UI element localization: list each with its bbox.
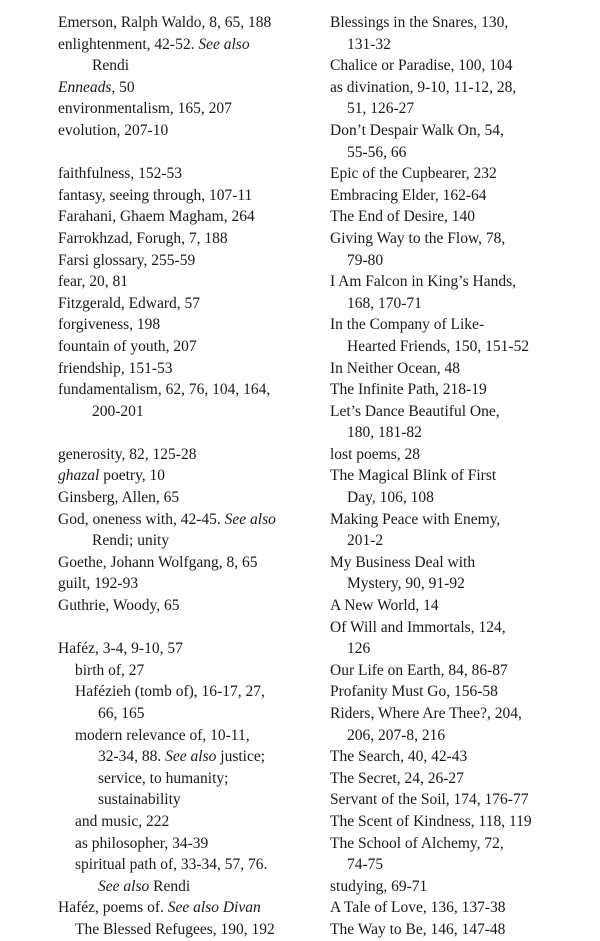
index-entry-goethe: Goethe, Johann Wolfgang, 8, 65 bbox=[58, 553, 258, 571]
index-entry-profanity: Profanity Must Go, 156-58 bbox=[330, 683, 498, 701]
index-subentry-modern-cont-2: service, to humanity; bbox=[98, 769, 229, 787]
index-entry-lost-poems: lost poems, 28 bbox=[330, 445, 420, 463]
index-subentry-spiritual-cont bbox=[58, 876, 320, 898]
index-entry-chalice: Chalice or Paradise, 100, 104 bbox=[330, 57, 513, 75]
index-entry-dance-cont: 180, 181-82 bbox=[347, 424, 422, 442]
entry-text: 32-34, 88. bbox=[98, 748, 162, 766]
index-subentry-modern-cont-3: sustainability bbox=[98, 791, 181, 809]
index-entry-dance: Let’s Dance Beautiful One, bbox=[330, 402, 500, 420]
index-entry-evolution: evolution, 207-10 bbox=[58, 121, 169, 139]
index-entry-falcon-cont: 168, 170-71 bbox=[347, 294, 422, 312]
index-entry-faithfulness: faithfulness, 152-53 bbox=[58, 165, 182, 183]
index-entry-fountain: fountain of youth, 207 bbox=[58, 337, 197, 355]
index-entry-god bbox=[58, 509, 320, 531]
index-entry-scent: The Scent of Kindness, 118, 119 bbox=[330, 812, 532, 830]
index-entry-fundamentalism-cont: 200-201 bbox=[92, 402, 144, 420]
index-entry-fundamentalism: fundamentalism, 62, 76, 104, 164, bbox=[58, 381, 271, 399]
index-entry-servant: Servant of the Soil, 174, 176-77 bbox=[330, 791, 529, 809]
book-title: Divan bbox=[222, 899, 261, 917]
see-also-ref: See also bbox=[167, 899, 219, 917]
index-entry-business-cont: Mystery, 90, 91-92 bbox=[347, 575, 465, 593]
index-subentry-hafezieh-cont: 66, 165 bbox=[98, 705, 145, 722]
index-entry-divination: as divination, 9-10, 11-12, 28, bbox=[330, 78, 517, 96]
index-entry-generosity: generosity, 82, 125-28 bbox=[58, 445, 197, 463]
index-entry-studying: studying, 69-71 bbox=[330, 877, 428, 895]
entry-pages: poetry, 10 bbox=[99, 467, 166, 485]
entry-text: enlightenment, 42-52. bbox=[58, 35, 195, 53]
index-entry-riders-cont: 206, 207-8, 216 bbox=[347, 726, 446, 744]
index-entry-enlightenment-cont: Rendi bbox=[92, 57, 130, 75]
see-also-ref: See also bbox=[198, 35, 250, 53]
index-entry-search: The Search, 40, 42-43 bbox=[330, 748, 468, 766]
group-spacer bbox=[58, 617, 320, 639]
index-subentry-hafezieh: Hafézieh (tomb of), 16-17, 27, bbox=[75, 683, 265, 701]
index-entry-god-cont: Rendi; unity bbox=[92, 532, 170, 550]
index-entry-friendship: friendship, 151-53 bbox=[58, 359, 173, 377]
index-entry-making-peace: Making Peace with Enemy, bbox=[330, 510, 501, 528]
index-entry-enneads bbox=[58, 77, 320, 99]
entry-pages: , 50 bbox=[111, 78, 135, 96]
index-entry-company-cont: Hearted Friends, 150, 151-52 bbox=[347, 337, 530, 355]
index-entry-secret: The Secret, 24, 26-27 bbox=[330, 769, 464, 787]
index-entry-riders: Riders, Where Are Thee?, 204, bbox=[330, 705, 522, 722]
index-entry-new-world: A New World, 14 bbox=[330, 597, 439, 615]
index-entry-falcon: I Am Falcon in King’s Hands, bbox=[330, 273, 516, 291]
book-title: Enneads bbox=[58, 78, 112, 96]
index-entry-alchemy: The School of Alchemy, 72, bbox=[330, 834, 504, 852]
index-entry-guthrie: Guthrie, Woody, 65 bbox=[58, 597, 180, 615]
index-entry-tale: A Tale of Love, 136, 137-38 bbox=[330, 899, 506, 917]
index-entry-blessings: Blessings in the Snares, 130, bbox=[330, 14, 509, 31]
index-entry-fitzgerald: Fitzgerald, Edward, 57 bbox=[58, 294, 201, 312]
index-column-right bbox=[330, 12, 592, 941]
entry-text: justice; bbox=[220, 748, 266, 766]
index-entry-fantasy: fantasy, seeing through, 107-11 bbox=[58, 186, 253, 204]
index-entry-guilt: guilt, 192-93 bbox=[58, 575, 139, 593]
index-entry-will: Of Will and Immortals, 124, bbox=[330, 618, 506, 636]
index-entry-life-earth: Our Life on Earth, 84, 86-87 bbox=[330, 661, 508, 679]
index-column-left bbox=[58, 12, 320, 941]
index-entry-farrokhzad: Farrokhzad, Forugh, 7, 188 bbox=[58, 229, 228, 247]
index-entry-forgiveness: forgiveness, 198 bbox=[58, 316, 161, 334]
index-entry-alchemy-cont: 74-75 bbox=[347, 856, 384, 874]
index-entry-fear: fear, 20, 81 bbox=[58, 273, 128, 291]
index-entry-environmentalism: environmentalism, 165, 207 bbox=[58, 100, 232, 118]
index-subentry-modern-cont bbox=[58, 746, 320, 768]
index-subentry-blessed-refugees: The Blessed Refugees, 190, 192 bbox=[75, 920, 275, 938]
index-subentry-music: and music, 222 bbox=[75, 812, 170, 830]
entry-text: Haféz, poems of. bbox=[58, 899, 164, 917]
index-entry-divination-cont: 51, 126-27 bbox=[347, 100, 415, 118]
index-entry-blessings-cont: 131-32 bbox=[347, 35, 391, 53]
index-entry-making-peace-cont: 201-2 bbox=[347, 532, 384, 550]
index-entry-hafez: Haféz, 3-4, 9-10, 57 bbox=[58, 640, 183, 658]
index-subentry-birth: birth of, 27 bbox=[75, 661, 145, 679]
index-entry-epic: Epic of the Cupbearer, 232 bbox=[330, 165, 497, 183]
index-subentry-spiritual: spiritual path of, 33-34, 57, 76. bbox=[75, 856, 268, 874]
index-entry-end-desire: The End of Desire, 140 bbox=[330, 208, 476, 226]
index-entry-farahani: Farahani, Ghaem Magham, 264 bbox=[58, 208, 255, 226]
index-entry-enlightenment bbox=[58, 34, 320, 56]
index-entry-magical: The Magical Blink of First bbox=[330, 467, 497, 485]
index-entry-neither-ocean: In Neither Ocean, 48 bbox=[330, 359, 460, 377]
see-also-ref: See also bbox=[224, 510, 276, 528]
group-spacer bbox=[58, 142, 320, 164]
index-entry-emerson: Emerson, Ralph Waldo, 8, 65, 188 bbox=[58, 14, 272, 31]
index-entry-ginsberg: Ginsberg, Allen, 65 bbox=[58, 489, 180, 507]
index-entry-magical-cont: Day, 106, 108 bbox=[347, 489, 434, 507]
entry-text: God, oneness with, 42-45. bbox=[58, 510, 221, 528]
index-subentry-modern: modern relevance of, 10-11, bbox=[75, 726, 250, 744]
see-also-ref: See also bbox=[98, 877, 150, 895]
index-entry-dont-despair: Don’t Despair Walk On, 54, bbox=[330, 121, 504, 139]
index-entry-business: My Business Deal with bbox=[330, 553, 476, 571]
index-entry-way: The Way to Be, 146, 147-48 bbox=[330, 920, 506, 938]
index-entry-hafez-poems bbox=[58, 897, 320, 919]
index-entry-company: In the Company of Like- bbox=[330, 316, 485, 334]
index-entry-giving-way: Giving Way to the Flow, 78, bbox=[330, 229, 506, 247]
index-entry-will-cont: 126 bbox=[347, 640, 371, 658]
term-italic: ghazal bbox=[58, 467, 100, 485]
index-entry-giving-way-cont: 79-80 bbox=[347, 251, 384, 269]
index-subentry-philosopher: as philosopher, 34-39 bbox=[75, 834, 209, 852]
index-entry-ghazal bbox=[58, 465, 320, 487]
entry-text: Rendi bbox=[153, 877, 191, 895]
index-entry-farsi: Farsi glossary, 255-59 bbox=[58, 251, 196, 269]
see-also-ref: See also bbox=[165, 748, 217, 766]
index-entry-embracing: Embracing Elder, 162-64 bbox=[330, 186, 487, 204]
index-entry-infinite-path: The Infinite Path, 218-19 bbox=[330, 381, 487, 399]
group-spacer bbox=[58, 422, 320, 444]
index-entry-dont-despair-cont: 55-56, 66 bbox=[347, 143, 407, 161]
